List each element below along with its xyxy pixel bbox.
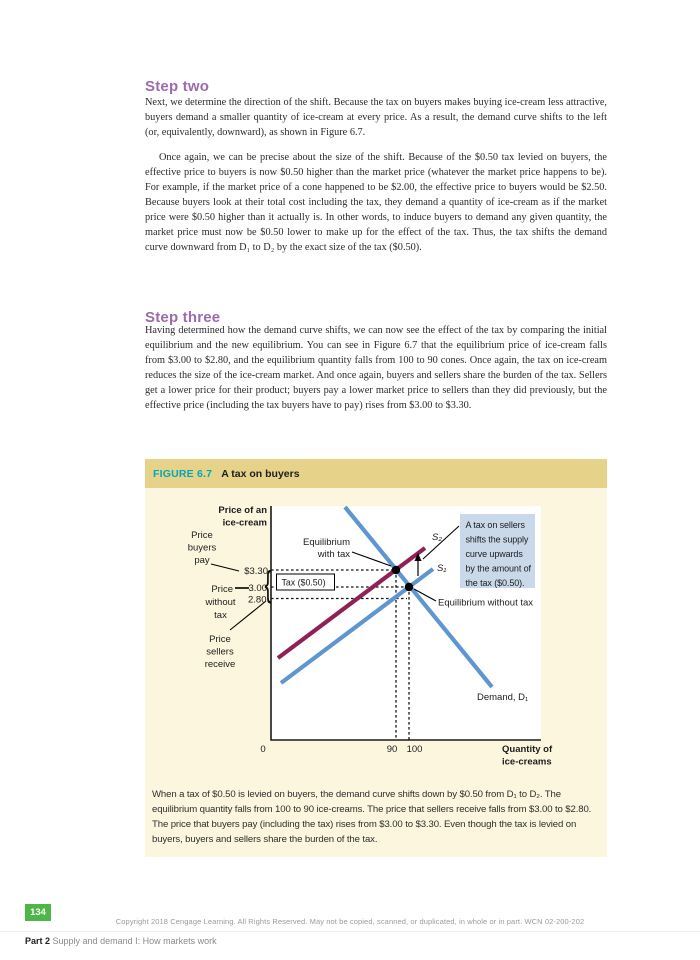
tick-300: 3.00 [248,583,267,594]
price-without-line1: Price [211,584,233,595]
tick-q0: 0 [260,744,266,755]
y-axis-title [218,505,267,529]
eq-with-tax-line2: with tax [317,549,350,560]
price-without-line2: without [205,597,236,608]
x-axis-title-line2: ice-creams [502,756,552,768]
figure-title: A tax on buyers [221,467,300,480]
s2-label: S₂ [432,532,442,543]
callout-line2: shifts the supply [465,534,529,545]
step-two-heading: Step two [145,78,210,96]
step-three-paragraph: Having determined how the demand curve shifts, we can now see the effect of the tax by comparing the initial equilibrium and the new equilibrium. You can see in Figure 6.7 that the equilibrium price of ice-cream falls from $3.00 to $2.80, and the equilibrium quantity falls from 100 to 90 cones. Once again, the tax on ice-cream reduces the size of the ice-cream market. And once again, buyers and sellers share the burden of the tax. Sellers get a lower price for their product; buyers pay a lower market price to sellers than they did previously, but the effective price (including the tax buyers have to pay) rises from $3.00 to $3.30. [145,325,607,411]
step-two-paragraph-2: Once again, we can be precise about the size of the shift. Because of the $0.50 tax levied on buyers, the effective price to buyers is now $0.50 higher than the market price (whatever the market price happens to be). For example, if the market price of a cone happened to be $2.00, the effective price to buyers would be $2.50. Because buyers look at their total cost including the tax, they demand a quantity of ice-cream as if the market price were $0.50 higher than it actually is. In other words, to induce buyers to demand any given quantity, the market price must now be $0.50 lower to make up for the effect of the tax. Thus, the tax shifts the demand curve downward from D₁ to D₂ by the exact size of the tax ($0.50). [145,152,607,253]
copyright-notice: Copyright 2018 Cengage Learning. All Rights Reserved. May not be copied, scanned, or duplicated, in whole or in part. WCN 02-200-202 [115,917,585,926]
tax-label: Tax ($0.50) [281,577,326,588]
price-buyers-line1: Price [191,530,213,541]
callout-line1: A tax on sellers [465,520,525,530]
part-footer [25,936,217,946]
price-without-line3: tax [214,610,227,621]
figure-caption: When a tax of $0.50 is levied on buyers, the demand curve shifts down by $0.50 from D₁ to D₂. The equilibrium quantity falls from 100 to 90 ice-creams. The price that sellers receive falls from $3.00 to $2.80. The price that buyers pay (including the tax) rises from $3.00 to $3.30. Even though the tax is levied on buyers, buyers and sellers share the burden of the tax. [152,789,592,845]
tax-brace: { [264,564,272,605]
tick-330: $3.30 [244,566,268,577]
price-labels [188,530,268,670]
part-title: Supply and demand I: How markets work [52,936,217,946]
price-sellers-line2: sellers [206,646,234,658]
price-buyers-line3: pay [194,555,210,566]
x-axis-labels [260,744,553,768]
price-buyers-leader [211,564,239,571]
figure-body [145,488,607,857]
y-axis-title-line2: ice-cream [222,517,267,529]
x-axis-title-line1: Quantity of [502,744,553,755]
eq-with-tax-line1: Equilibrium [303,537,350,548]
tick-280: 2.80 [248,594,267,606]
eq-without-tax-label: Equilibrium without tax [438,597,534,609]
step-two-paragraph-1: Next, we determine the direction of the shift. Because the tax on buyers makes buying ice-cream less attractive, buyers demand a smaller quantity of ice-cream at every price. As a result, the demand curve shifts to the left (or, equivalently, downward), as shown in Figure 6.7. [145,97,607,138]
step-three-heading: Step three [145,309,221,327]
figure-header-bar [145,459,607,488]
tick-q100: 100 [406,744,423,755]
price-buyers-line2: buyers [187,542,217,554]
callout-line4: by the amount of [465,563,531,574]
footer-divider [0,931,700,932]
callout-line5: the tax ($0.50). [465,578,525,588]
callout-line3: curve upwards [465,549,523,559]
page-number: 134 [30,907,46,918]
equilibrium-with-tax-dot [392,566,400,574]
s1-label: S₁ [437,563,447,574]
figure-6-7 [145,459,607,857]
part-label: Part 2 [25,936,51,946]
price-sellers-line1: Price [209,634,231,645]
figure-number-label: FIGURE 6.7 [153,467,213,480]
tick-q90: 90 [386,744,398,755]
price-sellers-line3: receive [204,659,236,670]
demand-label: Demand, D₁ [477,692,529,703]
equilibrium-without-tax-dot [405,583,413,591]
y-axis-title-line1: Price of an [218,505,267,516]
